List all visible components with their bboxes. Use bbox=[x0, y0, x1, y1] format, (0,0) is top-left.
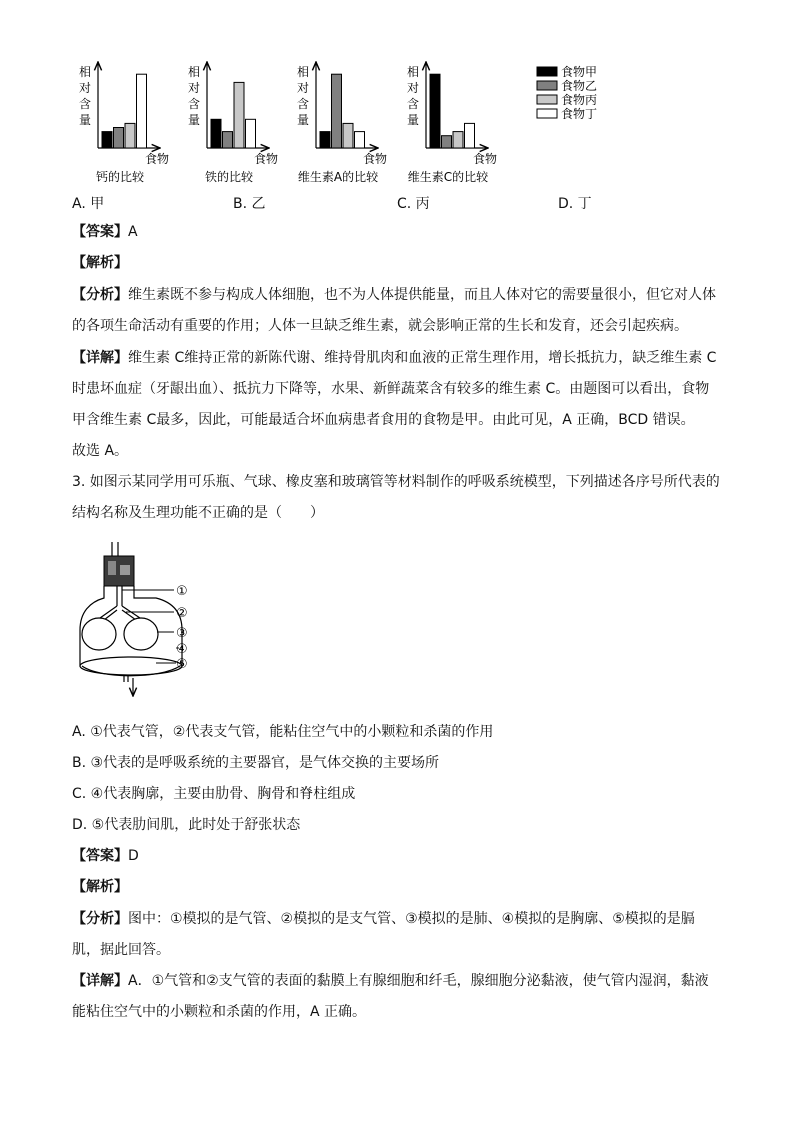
chart-1-xlabel: 食物 bbox=[254, 152, 279, 166]
right-balloon bbox=[124, 618, 158, 650]
chart-0-ylabel-char: 对 bbox=[79, 81, 92, 95]
chart-3-xlabel: 食物 bbox=[473, 152, 498, 166]
chart-2-ylabel-char: 含 bbox=[297, 97, 310, 111]
chart-2-bar-0 bbox=[320, 132, 330, 148]
chart-0-bar-1 bbox=[114, 128, 124, 149]
label-4: ④ bbox=[176, 642, 188, 657]
q2-detail-line2: 时患坏血症（牙龈出血）、抵抗力下降等，水果、新鲜蔬菜含有较多的维生素 C。由题图可以看出，食物 bbox=[72, 381, 710, 397]
q3-answer: D bbox=[128, 848, 139, 864]
q2-analysis-label: 【解析】 bbox=[72, 255, 128, 271]
chart-3-bar-0 bbox=[430, 74, 440, 148]
chart-0-xlabel: 食物 bbox=[145, 152, 170, 166]
q3-fenxi-line1 bbox=[72, 909, 695, 929]
q2-conclusion: 故选 A。 bbox=[72, 443, 129, 459]
q2-fenxi-tag: 【分析】 bbox=[72, 287, 128, 303]
legend-label-bing: 食物丙 bbox=[561, 93, 598, 107]
chart-legend bbox=[537, 64, 597, 121]
q2-detail-line3: 甲含维生素 C最多，因此，可能最适合坏血病患者食用的食物是甲。由此可见，A 正确，BCD 错误。 bbox=[72, 412, 695, 428]
chart-1-ylabel-char: 对 bbox=[188, 81, 201, 95]
chart-0-ylabel-char: 量 bbox=[79, 113, 92, 127]
chart-3-ylabel-char: 相 bbox=[407, 65, 420, 79]
left-balloon bbox=[82, 618, 116, 650]
q2-answer-line bbox=[72, 222, 138, 242]
label-3: ③ bbox=[176, 626, 188, 641]
chart-2-xlabel: 食物 bbox=[363, 152, 388, 166]
q2-detail-line1 bbox=[72, 348, 716, 368]
chart-0-title: 钙的比较 bbox=[95, 170, 145, 184]
legend-label-ding: 食物丁 bbox=[561, 107, 598, 121]
chart-1-ylabel-char: 含 bbox=[188, 97, 201, 111]
q3-answer-tag: 【答案】 bbox=[72, 848, 128, 864]
legend-label-yi: 食物乙 bbox=[561, 79, 598, 93]
q2-fenxi-line1 bbox=[72, 285, 716, 305]
chart-1-bar-0 bbox=[211, 119, 221, 148]
chart-2-title: 维生素A的比较 bbox=[297, 170, 379, 184]
legend-swatch-ding bbox=[537, 109, 557, 118]
q3-option-d: D. ⑤代表肋间肌，此时处于舒张状态 bbox=[72, 817, 301, 833]
q2-analysis-tag bbox=[72, 253, 128, 273]
chart-3-bar-1 bbox=[442, 136, 452, 148]
chart-2-ylabel-char: 量 bbox=[297, 113, 310, 127]
chart-0-ylabel-char: 相 bbox=[79, 65, 92, 79]
q2-option-c: C. 丙 bbox=[397, 196, 430, 212]
chart-1-bar-3 bbox=[246, 119, 256, 148]
legend-swatch-bing bbox=[537, 95, 557, 104]
q2-fenxi-line2: 的各项生命活动有重要的作用；人体一旦缺乏维生素，就会影响正常的生长和发育，还会引起疾病。 bbox=[72, 318, 688, 334]
q3-stem-line2: 结构名称及生理功能不正确的是（ ） bbox=[72, 505, 324, 521]
label-5: ⑤ bbox=[176, 657, 188, 672]
chart-1-title: 铁的比较 bbox=[204, 170, 254, 184]
q3-detail-text1: A．①气管和②支气管的表面的黏膜上有腺细胞和纤毛，腺细胞分泌黏液，使气管内湿润，黏液 bbox=[128, 973, 709, 989]
bronchi-tubes bbox=[100, 606, 140, 620]
chart-3-ylabel-char: 对 bbox=[407, 81, 420, 95]
q3-answer-line bbox=[72, 846, 139, 866]
chart-2-bar-2 bbox=[343, 123, 353, 148]
chart-2-ylabel-char: 对 bbox=[297, 81, 310, 95]
q2-answer-tag: 【答案】 bbox=[72, 224, 128, 240]
q2-option-d: D. 丁 bbox=[558, 196, 592, 212]
q3-analysis-label: 【解析】 bbox=[72, 879, 128, 895]
legend-swatch-yi bbox=[537, 81, 557, 90]
q2-detail-tag: 【详解】 bbox=[72, 350, 128, 366]
chart-1-ylabel-char: 量 bbox=[188, 113, 201, 127]
q3-option-c: C. ④代表胸廓，主要由肋骨、胸骨和脊柱组成 bbox=[72, 786, 356, 802]
q2-answer: A bbox=[128, 224, 138, 240]
chart-1-ylabel-char: 相 bbox=[188, 65, 201, 79]
chart-3-ylabel-char: 含 bbox=[407, 97, 420, 111]
label-1: ① bbox=[176, 584, 188, 599]
q3-fenxi-tag: 【分析】 bbox=[72, 911, 128, 927]
chart-0-bar-0 bbox=[102, 132, 112, 148]
q2-detail-text1: 维生素 C维持正常的新陈代谢、维持骨肌肉和血液的正常生理作用，增长抵抗力，缺乏维生素 C bbox=[128, 350, 717, 366]
q2-fenxi-text1: 维生素既不参与构成人体细胞，也不为人体提供能量，而且人体对它的需要量很小，但它对人体 bbox=[128, 287, 716, 303]
food-charts bbox=[0, 0, 794, 190]
breathing-model-diagram bbox=[60, 538, 210, 708]
chart-2-bar-3 bbox=[355, 132, 365, 148]
q3-detail-tag: 【详解】 bbox=[72, 973, 128, 989]
q3-detail-line1 bbox=[72, 971, 709, 991]
chart-3-title: 维生素C的比较 bbox=[407, 170, 489, 184]
q3-detail-line2: 能粘住空气中的小颗粒和杀菌的作用，A 正确。 bbox=[72, 1004, 367, 1020]
q2-option-a: A. 甲 bbox=[72, 196, 105, 212]
q2-option-b: B. 乙 bbox=[233, 196, 266, 212]
chart-3-bar-3 bbox=[465, 123, 475, 148]
chart-0-ylabel-char: 含 bbox=[79, 97, 92, 111]
chart-3-ylabel-char: 量 bbox=[407, 113, 420, 127]
chart-1-bar-2 bbox=[234, 82, 244, 148]
q3-option-a: A. ①代表气管，②代表支气管，能粘住空气中的小颗粒和杀菌的作用 bbox=[72, 724, 494, 740]
legend-swatch-jia bbox=[537, 67, 557, 76]
chart-2-bar-1 bbox=[332, 74, 342, 148]
label-2: ② bbox=[176, 606, 188, 621]
legend-label-jia: 食物甲 bbox=[561, 65, 598, 79]
q3-analysis-tag bbox=[72, 877, 128, 897]
chart-0-bar-2 bbox=[125, 123, 135, 148]
q3-fenxi-text1: 图中：①模拟的是气管、②模拟的是支气管、③模拟的是肺、④模拟的是胸廓、⑤模拟的是膈 bbox=[128, 911, 695, 927]
chart-3-bar-2 bbox=[453, 132, 463, 148]
chart-0-bar-3 bbox=[137, 74, 147, 148]
chart-2-ylabel-char: 相 bbox=[297, 65, 310, 79]
q3-stem-line1: 3. 如图示某同学用可乐瓶、气球、橡皮塞和玻璃管等材料制作的呼吸系统模型，下列描述各序号所代表的 bbox=[72, 474, 720, 490]
chart-1-bar-1 bbox=[223, 132, 233, 148]
q3-fenxi-line2: 肌，据此回答。 bbox=[72, 942, 170, 958]
q3-option-b: B. ③代表的是呼吸系统的主要器官，是气体交换的主要场所 bbox=[72, 755, 440, 771]
